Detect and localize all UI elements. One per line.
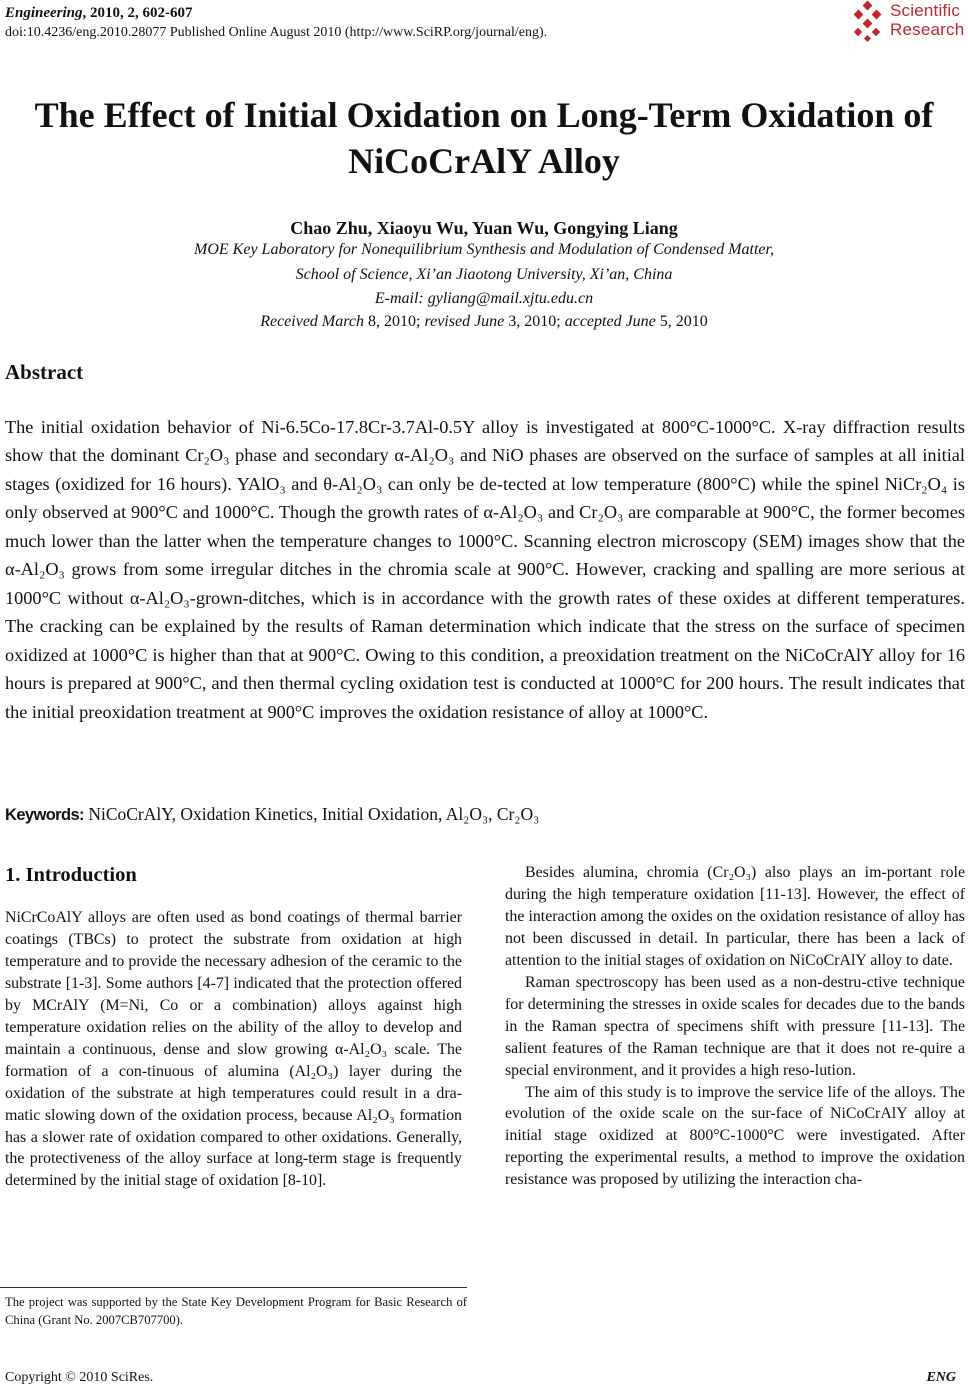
intro-right-column bbox=[505, 862, 965, 1191]
funding-footnote: The project was supported by the State Key Development Program for Basic Research of China (Grant No. 2007CB707700). bbox=[5, 1295, 467, 1327]
intro-paragraph-2: Besides alumina, chromia (Cr₂O₃) also plays an im-portant role during the high temperature oxidation [11-13]. However, the effect of the interaction among the oxides on the oxidation resistance of alloy has not been discussed in detail. In particular, there has been a lack of attention to the initial stages of oxidation on NiCoCrAlY alloy to date. bbox=[505, 864, 965, 969]
keywords-text: NiCoCrAlY, Oxidation Kinetics, Initial Oxidation, Al₂O₃, Cr₂O₃ bbox=[83, 804, 540, 824]
keywords bbox=[5, 801, 539, 828]
intro-left-column bbox=[5, 907, 462, 1192]
affiliation-line-1: MOE Key Laboratory for Nonequilibrium Synthesis and Modulation of Condensed Matter, bbox=[194, 241, 774, 258]
intro-heading: 1. Introduction bbox=[5, 864, 137, 886]
journal-abbreviation: ENG bbox=[926, 1370, 956, 1385]
copyright-footer: Copyright © 2010 SciRes. bbox=[5, 1370, 154, 1385]
abstract-text: The initial oxidation behavior of Ni-6.5Co-17.8Cr-3.7Al-0.5Y alloy is investigated at 800°C-1000°C. X-ray diffraction results show that the dominant Cr₂O₃ phase and secondary α-Al₂O₃ and NiO phases are observed on the surface of samples at all initial stages (oxidized for 16 hours). YAlO₃ and θ-Al₂O₃ can only be de-tected at low temperature (800°C) while the spinel NiCr₂O₄ is only observed at 900°C and 1000°C. Though the growth rates of α-Al₂O₃ and Cr₂O₃ are comparable at 900°C, the former becomes much lower than the latter when the temperature changes to 1000°C. Scanning electron microscopy (SEM) images show that the α-Al₂O₃ grows from some irregular ditches in the chromia scale at 900°C. However, cracking and spalling are more serious at 1000°C without α-Al₂O₃-grown-ditches, which is in accordance with the growth rates of these oxides at different temperatures. The cracking can be explained by the results of Raman determination which indicate that the stress on the surface of specimen oxidized at 1000°C is higher than that at 900°C. Owing to this condition, a preoxidation treatment on the NiCoCrAlY alloy for 16 hours is prepared at 900°C, and then thermal cycling oxidation test is conducted at 1000°C for 200 hours. The result indicates that the initial preoxidation treatment at 900°C improves the oxidation resistance of alloy at 1000°C. bbox=[5, 417, 965, 722]
footnote-divider bbox=[0, 1287, 467, 1288]
journal-issue: , 2010, 2, 602-607 bbox=[82, 5, 193, 21]
authors: Chao Zhu, Xiaoyu Wu, Yuan Wu, Gongying Liang bbox=[290, 218, 678, 238]
keywords-label: Keywords: bbox=[5, 806, 84, 824]
intro-paragraph-3: Raman spectroscopy has been used as a non-destru-ctive technique for determining the stresses in oxide scales for decades due to the bands in the Raman spectra of specimens shift with pressure [11-13]. The salient features of the Raman technique are that it does not re-quire a special environment, and it provides a high reso-lution. bbox=[505, 973, 965, 1079]
intro-paragraph-1: NiCrCoAlY alloys are often used as bond coatings of thermal barrier coatings (TBCs) to protect the substrate from oxidation at high temperature and to provide the necessary adhesion of the ceramic to the substrate [1-3]. Some authors [4-7] indicated that the protection offered by MCrAlY (M=Ni, Co or a combination) alloys against high temperature oxidation relies on the ability of the alloy to develop and maintain a continuous, dense and slow growing α-Al₂O₃ scale. The formation of a con-tinuous of alumina (Al₂O₃) layer during the oxidation of the substrate at high temperatures could result in a dra-matic slowing down of the oxidation process, because Al₂O₃ formation has a slower rate of oxidation compared to other oxidations. Generally, the protectiveness of the alloy surface at long-term stage is frequently determined by the initial stage of oxidation [8-10]. bbox=[5, 909, 462, 1190]
abstract-heading: Abstract bbox=[5, 360, 84, 384]
affiliation-line-2: School of Science, Xi’an Jiaotong University, Xi’an, China bbox=[295, 266, 673, 283]
doi-line: doi:10.4236/eng.2010.28077 Published Online August 2010 (http://www.SciRP.org/journal/eng). bbox=[5, 25, 548, 40]
received-dates: Received March 8, 2010; revised June 3, 2010; accepted June 5, 2010 bbox=[260, 313, 708, 330]
paper-title: The Effect of Initial Oxidation on Long-Term Oxidation of NiCoCrAlY Alloy bbox=[34, 95, 934, 181]
email-line: E-mail: gyliang@mail.xjtu.edu.cn bbox=[374, 290, 594, 307]
journal-citation bbox=[5, 4, 193, 22]
scirp-logo-icon bbox=[848, 0, 890, 44]
publisher-name: Scientific Research bbox=[890, 1, 965, 39]
intro-paragraph-4: The aim of this study is to improve the service life of the alloys. The evolution of the oxide scale on the sur-face of NiCoCrAlY alloy at initial stage oxidized at 800°C-1000°C were investigated. After reporting the experimental results, a method to improve the oxidation resistance was proposed by utilizing the interaction cha- bbox=[505, 1083, 965, 1189]
journal-name: Engineering bbox=[5, 5, 83, 21]
publisher-logo bbox=[848, 0, 968, 44]
